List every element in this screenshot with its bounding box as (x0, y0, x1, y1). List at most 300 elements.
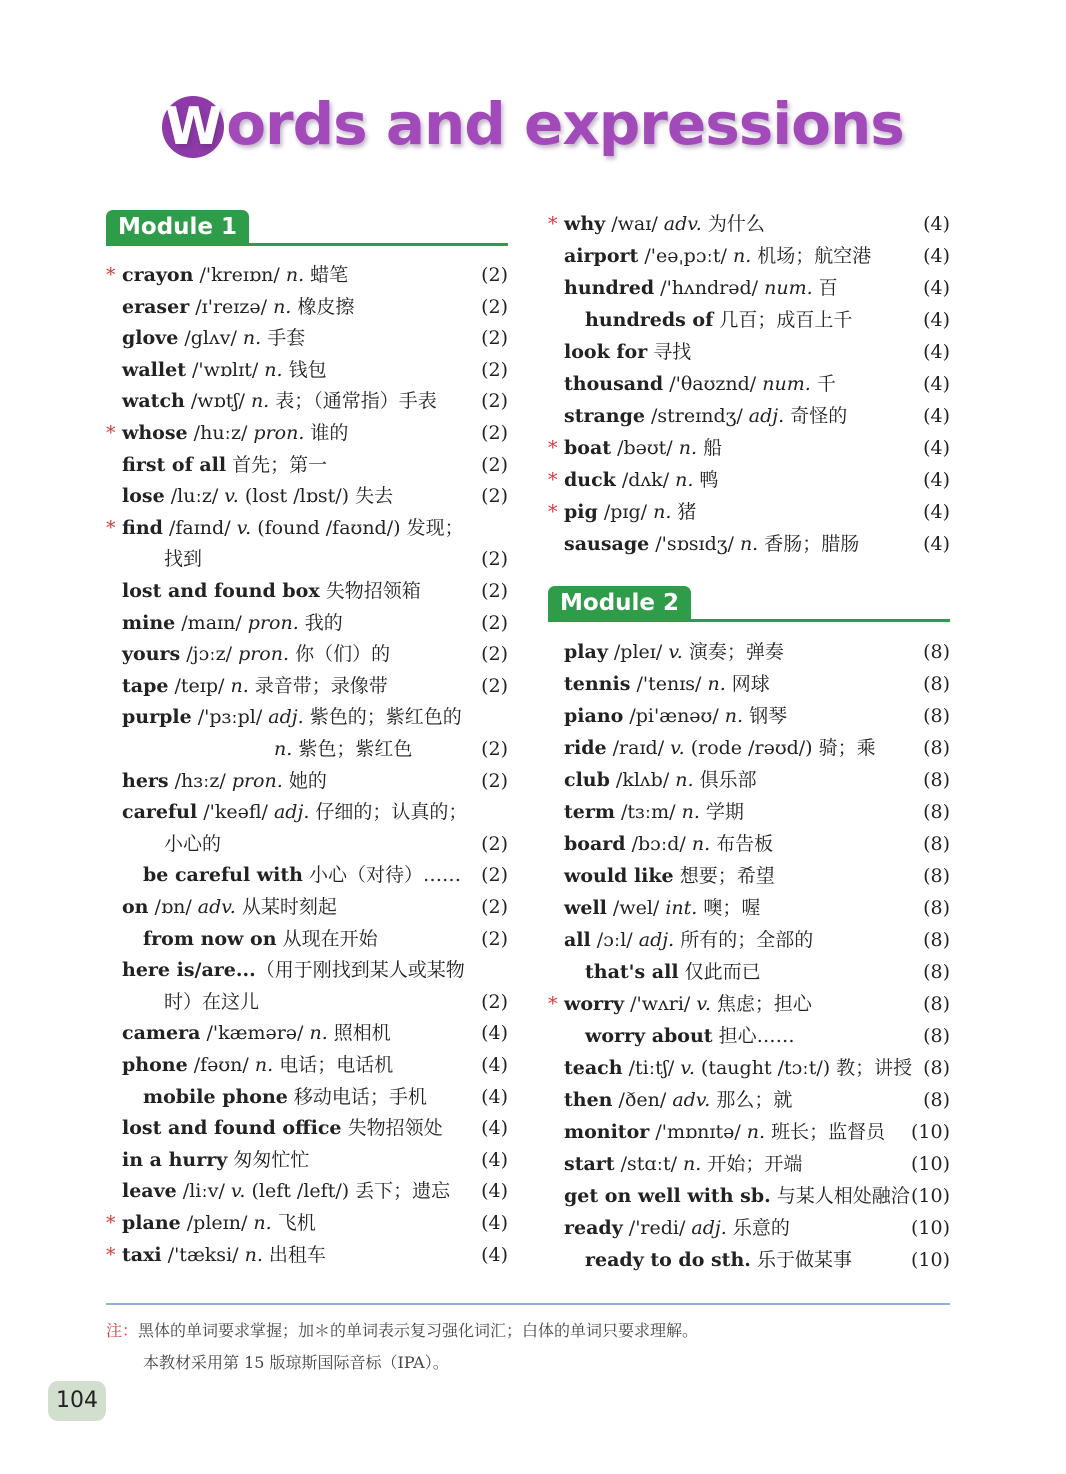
chinese-meaning: 手套 (261, 327, 306, 350)
part-of-speech: adv. (672, 1089, 711, 1111)
chinese-meaning: (rode /rəʊd/) 骑；乘 (684, 737, 876, 759)
chinese-meaning: 乐意的 (726, 1217, 790, 1239)
page-reference: (10) (910, 1217, 950, 1239)
part-of-speech: num. (762, 373, 811, 395)
word-entry (106, 1240, 508, 1271)
headword: watch (122, 390, 185, 413)
part-of-speech: n. (264, 358, 283, 381)
part-of-speech: n. (254, 1054, 274, 1076)
page-reference: (8) (923, 737, 950, 759)
chinese-meaning: (taught /tɔːt/) 教；讲授 (694, 1057, 913, 1079)
part-of-speech: v. (236, 516, 252, 539)
headword: would like (564, 865, 674, 887)
title-initial: W (162, 96, 224, 158)
page-reference: (4) (923, 309, 950, 331)
page-reference: (4) (481, 1212, 508, 1234)
headword: airport (564, 245, 639, 267)
page-reference: (10) (910, 1249, 950, 1271)
phonetic: /streɪndʒ/ (644, 405, 749, 427)
chinese-meaning: 俱乐部 (693, 769, 757, 791)
chinese-meaning: 噢；喔 (697, 897, 761, 919)
chinese-meaning: 飞机 (271, 1212, 316, 1234)
word-entry (564, 893, 950, 924)
headword: glove (122, 327, 179, 350)
part-of-speech: num. (764, 277, 813, 299)
word-entry (143, 1082, 508, 1113)
part-of-speech: n. (739, 533, 759, 555)
part-of-speech: adj. (268, 706, 304, 729)
word-entry (564, 273, 950, 304)
headword: tape (122, 674, 169, 697)
headword: phone (122, 1054, 188, 1076)
part-of-speech: n. (746, 1121, 766, 1143)
chinese-meaning: 小心的 (164, 832, 222, 855)
headword: all (564, 929, 591, 951)
word-entry (106, 260, 508, 291)
word-entry (164, 829, 508, 860)
word-entry (122, 955, 508, 986)
headword: eraser (122, 295, 190, 318)
word-entry (122, 639, 508, 670)
chinese-meaning: 表；（通常指）手表 (269, 390, 437, 413)
headword: duck (564, 469, 616, 491)
title-rest: ords and expressions (226, 90, 904, 158)
headword: ready (564, 1217, 623, 1239)
page-reference: (4) (481, 1180, 508, 1203)
review-star-marker: * (548, 469, 558, 491)
chinese-meaning: 电话；电话机 (273, 1054, 394, 1076)
chinese-meaning: 乐于做某事 (756, 1249, 852, 1271)
headword: yours (122, 643, 181, 666)
word-entry (585, 1021, 950, 1052)
headword: that's all (585, 961, 679, 983)
phonetic: /'tenɪs/ (630, 673, 708, 695)
chinese-meaning: 仔细的；认真的； (309, 801, 468, 824)
page-reference: (2) (481, 264, 508, 286)
chinese-meaning: 紫色的；紫红色的 (303, 706, 462, 729)
module-2-label: Module 2 (548, 586, 691, 620)
chinese-meaning: 首先；第一 (232, 453, 328, 476)
phonetic: /stɑːt/ (614, 1153, 684, 1175)
chinese-meaning: 匆匆忙忙 (233, 1148, 310, 1171)
headword: strange (564, 405, 645, 427)
part-of-speech: adv. (197, 896, 236, 918)
word-entry (548, 465, 950, 496)
headword: board (564, 833, 626, 855)
chinese-meaning: 所有的；全部的 (674, 929, 814, 951)
page-reference: (8) (923, 641, 950, 663)
word-entry (106, 513, 508, 544)
word-entry (122, 1113, 508, 1144)
review-star-marker: * (106, 1212, 116, 1234)
headword: plane (122, 1212, 181, 1234)
chinese-meaning: 船 (697, 437, 723, 459)
review-star-marker: * (106, 516, 116, 539)
part-of-speech: n. (675, 469, 694, 491)
part-of-speech: pron. (253, 422, 305, 444)
page-reference: (4) (481, 1085, 508, 1108)
word-entry (122, 450, 508, 481)
part-of-speech: n. (732, 245, 752, 267)
chinese-meaning: (left /left/) 丢下；遗忘 (245, 1180, 451, 1203)
word-entry (122, 702, 508, 733)
headword: whose (122, 422, 188, 444)
footnote-line-1 (106, 1318, 698, 1341)
phonetic: /ɔːl/ (590, 929, 639, 951)
page-reference: (2) (481, 453, 508, 476)
phonetic: /luːz/ (164, 485, 225, 508)
word-entry (564, 241, 950, 272)
chinese-meaning: 时）在这儿 (164, 990, 260, 1013)
headword: camera (122, 1022, 201, 1045)
page-reference: (4) (923, 437, 950, 459)
page-reference: (8) (923, 673, 950, 695)
part-of-speech: adj. (748, 405, 785, 427)
phonetic: /'θaʊznd/ (663, 373, 763, 395)
word-entry (122, 1145, 508, 1176)
part-of-speech: v. (696, 993, 711, 1015)
chinese-meaning: 为什么 (701, 213, 765, 235)
page-reference: (2) (481, 548, 508, 571)
phonetic: /'wʌri/ (624, 993, 697, 1015)
page-reference: (8) (923, 769, 950, 791)
page-reference: (8) (923, 961, 950, 983)
page-reference: (2) (481, 390, 508, 413)
phonetic: /huːz/ (187, 422, 254, 444)
part-of-speech: adv. (663, 213, 702, 235)
part-of-speech: n. (691, 833, 711, 855)
phonetic: /hɜːz/ (168, 769, 232, 792)
part-of-speech: n. (653, 501, 672, 523)
part-of-speech: n. (707, 673, 726, 695)
part-of-speech: n. (309, 1022, 328, 1045)
phonetic: /raɪd/ (606, 737, 671, 759)
chinese-meaning: 紫色；紫红色 (292, 738, 413, 760)
module-2-header (548, 586, 950, 622)
page-reference: (4) (481, 1117, 508, 1140)
headword: worry about (585, 1025, 713, 1047)
headword: hundred (564, 277, 655, 299)
word-entry (164, 544, 508, 575)
phonetic: /dʌk/ (615, 469, 676, 491)
part-of-speech: v. (230, 1180, 246, 1203)
phonetic: /bɔːd/ (625, 833, 692, 855)
chinese-meaning: 几百；成百上千 (719, 309, 853, 331)
headword: lost and found box (122, 580, 320, 602)
phonetic: /'hʌndrəd/ (654, 277, 765, 299)
page-reference: (2) (481, 769, 508, 792)
phonetic: /'kæmərə/ (200, 1022, 310, 1045)
part-of-speech: n. (675, 769, 694, 791)
footnote-line-2: 本教材采用第 15 版琼斯国际音标（IPA）。 (143, 1353, 449, 1372)
chinese-meaning: 寻找 (653, 341, 692, 363)
phonetic: /'keəfl/ (197, 801, 274, 824)
word-entry (548, 989, 950, 1020)
headword: then (564, 1089, 613, 1111)
part-of-speech: pron. (247, 611, 299, 634)
headword: thousand (564, 373, 664, 395)
chinese-meaning: 她的 (282, 769, 327, 792)
part-of-speech: n. (681, 801, 700, 823)
page-title (0, 90, 1066, 158)
headword: lose (122, 485, 165, 508)
chinese-meaning: 想要；希望 (679, 865, 775, 887)
word-entry (564, 337, 950, 368)
phonetic: /glʌv/ (178, 327, 243, 350)
page-reference: (4) (923, 469, 950, 491)
headword: hundreds of (585, 309, 714, 331)
chinese-meaning: 从现在开始 (282, 927, 378, 950)
page-reference: (2) (481, 485, 508, 508)
page-reference: (2) (481, 295, 508, 318)
phonetic: /pleɪ/ (607, 641, 669, 663)
phonetic: /fəʊn/ (187, 1054, 255, 1076)
word-entry (585, 1245, 950, 1276)
word-entry (548, 433, 950, 464)
word-entry (564, 369, 950, 400)
headword: taxi (122, 1243, 162, 1266)
headword: boat (564, 437, 612, 459)
chinese-meaning: 失物招领处 (347, 1117, 443, 1140)
headword: term (564, 801, 615, 823)
page-reference: (4) (481, 1022, 508, 1045)
chinese-meaning: 千 (810, 373, 836, 395)
chinese-meaning: 那么；就 (710, 1089, 793, 1111)
page-reference: (2) (481, 422, 508, 444)
phonetic: /'redi/ (622, 1217, 692, 1239)
headword: worry (564, 993, 625, 1015)
word-entry (164, 987, 508, 1018)
chinese-meaning: 开始；开端 (701, 1153, 803, 1175)
word-entry (564, 861, 950, 892)
part-of-speech: n. (724, 705, 744, 727)
word-entry (122, 608, 508, 639)
word-entry (564, 797, 950, 828)
chinese-meaning: 失物招领箱 (325, 580, 421, 602)
footnote-text-1: 黑体的单词要求掌握；加＊的单词表示复习强化词汇；白体的单词只要求理解。 (138, 1321, 699, 1340)
phonetic: /'eəˌpɔːt/ (638, 245, 733, 267)
chinese-meaning: 我的 (298, 611, 343, 634)
chinese-meaning: 移动电话；手机 (293, 1085, 427, 1108)
word-entry (564, 1085, 950, 1116)
chinese-meaning: 找到 (164, 548, 203, 571)
page-reference: (2) (481, 864, 508, 887)
phonetic: /liːv/ (176, 1180, 231, 1203)
word-entry (122, 1176, 508, 1207)
review-star-marker: * (106, 264, 116, 286)
phonetic: /pleɪn/ (180, 1212, 254, 1234)
chinese-meaning: 橡皮擦 (291, 295, 355, 318)
chinese-meaning: 出租车 (262, 1243, 326, 1266)
module-1-rule (106, 243, 508, 246)
headword: ride (564, 737, 607, 759)
phonetic: /teɪp/ (168, 674, 231, 697)
page-reference: (2) (481, 738, 508, 760)
phonetic: /maɪn/ (175, 611, 248, 634)
part-of-speech: adj. (691, 1217, 727, 1239)
chinese-meaning: 与某人相处融洽 (776, 1185, 910, 1207)
phonetic: /pi'ænəʊ/ (623, 705, 725, 727)
page-reference: (4) (481, 1054, 508, 1076)
phonetic: /jɔːz/ (180, 643, 239, 666)
word-entry (564, 1149, 950, 1180)
part-of-speech: v. (224, 485, 239, 508)
word-entry (564, 637, 950, 668)
phonetic: /bəʊt/ (611, 437, 679, 459)
page-reference: (4) (481, 1243, 508, 1266)
page-reference: (2) (481, 643, 508, 666)
page-reference: (2) (481, 611, 508, 634)
chinese-meaning: 仅此而已 (684, 961, 761, 983)
page-reference: (10) (910, 1121, 950, 1143)
page-reference: (2) (481, 990, 508, 1013)
phonetic: /tɜːm/ (614, 801, 682, 823)
headword: leave (122, 1180, 177, 1203)
page-reference: (10) (910, 1153, 950, 1175)
review-star-marker: * (106, 1243, 116, 1266)
chinese-meaning: 鸭 (693, 469, 719, 491)
part-of-speech: n. (250, 390, 270, 413)
chinese-meaning: 演奏；弹奏 (682, 641, 784, 663)
page-reference: (8) (923, 1057, 950, 1079)
page-reference: (8) (923, 705, 950, 727)
word-entry (122, 323, 508, 354)
headword: purple (122, 706, 192, 729)
chinese-meaning: 钱包 (282, 358, 327, 381)
chinese-meaning: 百 (812, 277, 838, 299)
headword: monitor (564, 1121, 650, 1143)
review-star-marker: * (548, 213, 558, 235)
word-entry (122, 766, 508, 797)
word-entry (564, 529, 950, 560)
part-of-speech: adj. (638, 929, 675, 951)
word-entry (548, 209, 950, 240)
chinese-meaning: (found /faʊnd/) 发现； (251, 516, 464, 539)
word-entry (564, 401, 950, 432)
phonetic: /wel/ (606, 897, 666, 919)
chinese-meaning: 钢琴 (743, 705, 788, 727)
chinese-meaning: 机场；航空港 (751, 245, 872, 267)
word-entry (564, 765, 950, 796)
part-of-speech: pron. (231, 769, 283, 792)
headword: club (564, 769, 610, 791)
headword: get on well with sb. (564, 1185, 771, 1207)
word-entry (585, 957, 950, 988)
word-entry (122, 576, 508, 607)
word-entry (274, 734, 508, 765)
word-entry (564, 669, 950, 700)
phonetic: /'tæksi/ (161, 1243, 245, 1266)
phonetic: /tiːtʃ/ (622, 1057, 681, 1079)
chinese-meaning: 照相机 (327, 1022, 391, 1045)
headword: from now on (143, 927, 277, 950)
part-of-speech: n. (244, 1243, 263, 1266)
headword: be careful with (143, 864, 303, 887)
headword: crayon (122, 264, 194, 286)
headword: careful (122, 801, 198, 824)
headword: piano (564, 705, 624, 727)
phonetic: /'pɜːpl/ (191, 706, 269, 729)
review-star-marker: * (548, 501, 558, 523)
word-entry (122, 355, 508, 386)
page-reference: (4) (923, 501, 950, 523)
page-reference: (4) (923, 341, 950, 363)
page-reference: (2) (481, 927, 508, 950)
page-reference: (8) (923, 833, 950, 855)
chinese-meaning: (lost /lɒst/) 失去 (238, 485, 394, 508)
page-reference: (8) (923, 897, 950, 919)
page-reference: (2) (481, 832, 508, 855)
review-star-marker: * (106, 422, 116, 444)
chinese-meaning: 班长；监督员 (765, 1121, 886, 1143)
headword: teach (564, 1057, 623, 1079)
word-entry (585, 305, 950, 336)
phonetic: /faɪnd/ (162, 516, 237, 539)
headword: mobile phone (143, 1085, 288, 1108)
headword: on (122, 896, 149, 918)
chinese-meaning: 蜡笔 (304, 264, 349, 286)
headword: hers (122, 769, 169, 792)
part-of-speech: v. (680, 1057, 695, 1079)
headword: wallet (122, 358, 186, 381)
phonetic: /klʌb/ (609, 769, 676, 791)
review-star-marker: * (548, 437, 558, 459)
page-reference: (8) (923, 801, 950, 823)
chinese-meaning: 焦虑；担心 (710, 993, 812, 1015)
word-entry (564, 829, 950, 860)
page-reference: (8) (923, 1089, 950, 1111)
page-reference: (4) (923, 405, 950, 427)
word-entry (122, 1018, 508, 1049)
word-entry (122, 892, 508, 923)
part-of-speech: v. (670, 737, 685, 759)
phonetic: /ɪ'reɪzə/ (189, 295, 274, 318)
word-entry (122, 386, 508, 417)
word-entry (106, 1208, 508, 1239)
chinese-meaning: 从某时刻起 (235, 896, 337, 918)
phonetic: /ɒn/ (148, 896, 198, 918)
headword: look for (564, 341, 648, 363)
headword: ready to do sth. (585, 1249, 751, 1271)
page-reference: (2) (481, 674, 508, 697)
word-entry (122, 481, 508, 512)
page-reference: (4) (923, 277, 950, 299)
headword: in a hurry (122, 1148, 228, 1171)
headword: mine (122, 611, 176, 634)
page-reference: (4) (923, 245, 950, 267)
word-entry (564, 733, 950, 764)
word-entry (564, 1213, 950, 1244)
chinese-meaning: 你（们）的 (289, 643, 391, 666)
page-reference: (4) (481, 1148, 508, 1171)
phonetic: /waɪ/ (605, 213, 664, 235)
page-reference: (8) (923, 1025, 950, 1047)
phonetic: /'kreɪɒn/ (193, 264, 286, 286)
chinese-meaning: 奇怪的 (784, 405, 848, 427)
headword: why (564, 213, 606, 235)
headword: tennis (564, 673, 631, 695)
word-entry (143, 860, 508, 891)
part-of-speech: pron. (238, 643, 290, 666)
part-of-speech: n. (273, 295, 292, 318)
word-entry (106, 418, 508, 449)
part-of-speech: n. (274, 738, 293, 760)
footnote-divider (106, 1303, 950, 1305)
word-entry (564, 701, 950, 732)
word-entry (564, 925, 950, 956)
part-of-speech: v. (668, 641, 683, 663)
headword: first of all (122, 453, 227, 476)
